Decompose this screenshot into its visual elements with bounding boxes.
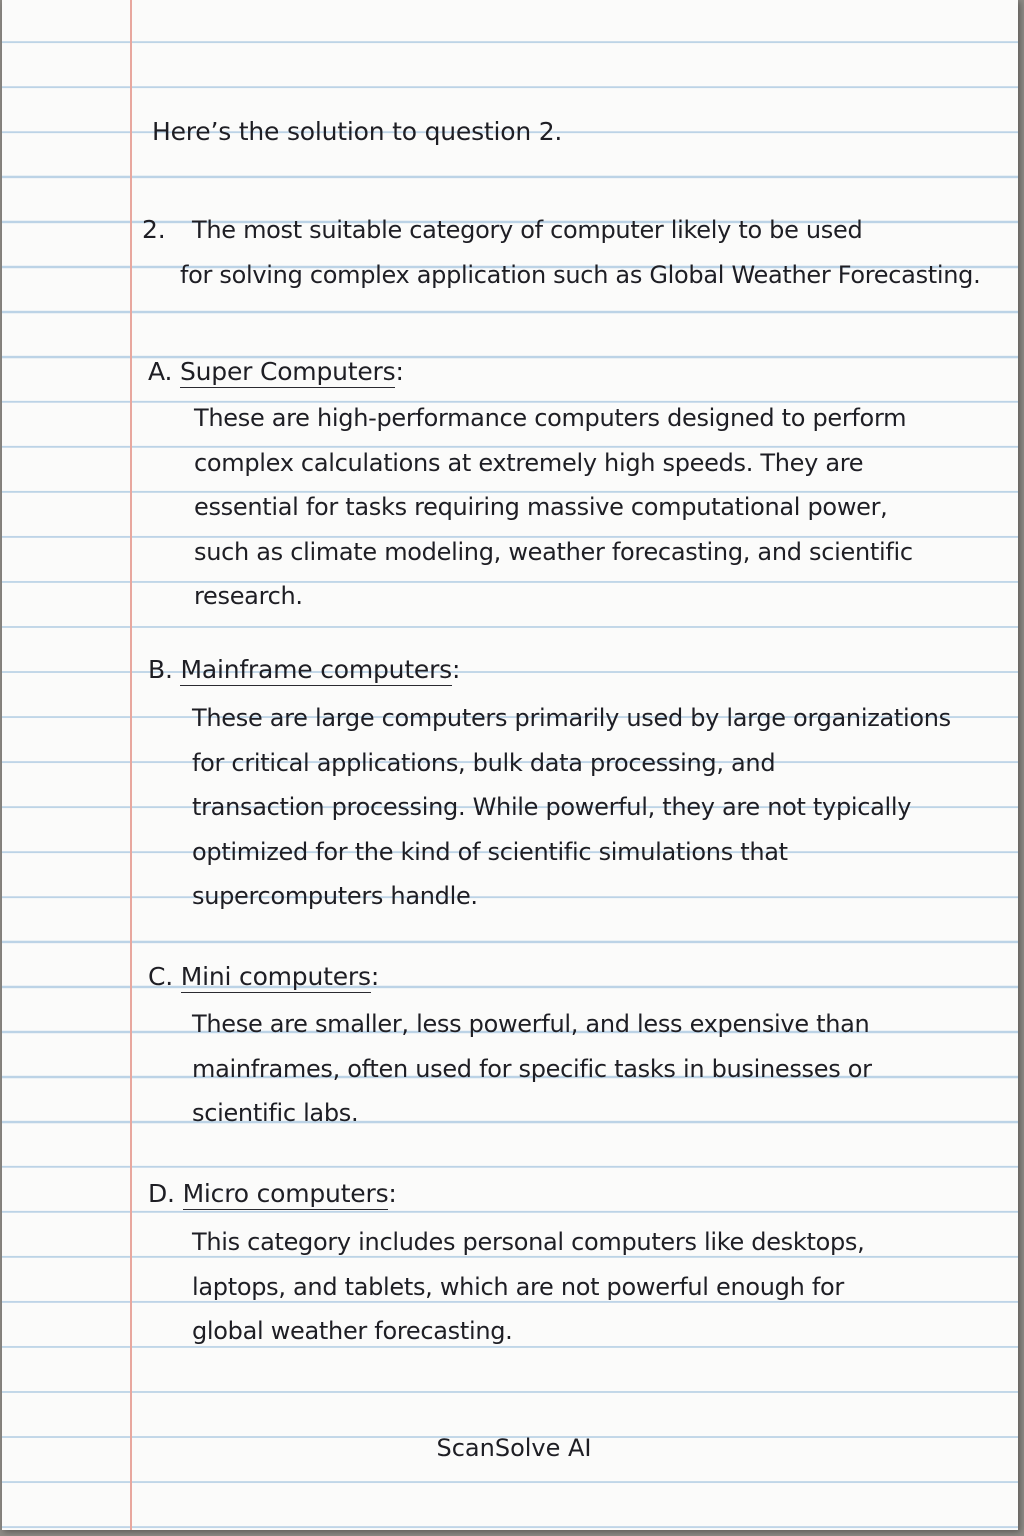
option-colon: :	[395, 357, 404, 386]
description-line: laptops, and tablets, which are not powerful enough for	[192, 1272, 844, 1301]
question-number: 2.	[142, 215, 166, 244]
option-d-description	[192, 1220, 864, 1354]
option-title: Mini computers	[180, 962, 371, 991]
option-colon: :	[370, 962, 380, 991]
option-b-description	[192, 696, 951, 919]
question-line: The most suitable category of computer likely to be used	[192, 216, 863, 244]
option-c-description	[192, 1002, 872, 1136]
option-a-description	[194, 396, 913, 619]
description-line: for critical applications, bulk data processing, and	[192, 748, 776, 777]
intro-text: Here’s the solution to question 2.	[152, 117, 563, 146]
option-letter: D.	[148, 1179, 175, 1208]
description-line: transaction processing. While powerful, they are not typically	[192, 793, 912, 821]
description-line: These are large computers primarily used by large organizations	[192, 704, 951, 732]
description-line: mainframes, often used for specific tasks in businesses or	[192, 1054, 872, 1083]
option-letter: B.	[148, 655, 173, 684]
description-line: research.	[194, 582, 303, 610]
margin-rule	[130, 0, 132, 1530]
option-title: Super Computers	[179, 357, 396, 386]
description-line: This category includes personal computers like desktops,	[192, 1228, 865, 1256]
option-letter: A.	[148, 357, 173, 386]
option-title: Mainframe computers	[180, 655, 453, 684]
option-a-heading	[148, 350, 404, 394]
footer-brand: ScanSolve AI	[436, 1434, 592, 1462]
description-line: essential for tasks requiring massive computational power,	[194, 493, 888, 521]
description-line: complex calculations at extremely high speeds. They are	[194, 448, 864, 477]
option-title: Micro computers	[182, 1179, 389, 1208]
description-line: These are high-performance computers designed to perform	[194, 404, 907, 432]
description-line: optimized for the kind of scientific simulations that	[192, 837, 788, 866]
notebook-page	[2, 0, 1018, 1530]
description-line: These are smaller, less powerful, and less expensive than	[192, 1010, 870, 1038]
option-d-heading	[148, 1172, 397, 1216]
option-letter: C.	[148, 962, 174, 991]
option-colon: :	[452, 655, 461, 684]
option-colon: :	[388, 1179, 397, 1208]
description-line: supercomputers handle.	[192, 882, 478, 910]
option-c-heading	[148, 955, 379, 999]
question-line: for solving complex application such as Global Weather Forecasting.	[180, 260, 981, 289]
description-line: scientific labs.	[192, 1099, 359, 1127]
option-b-heading	[148, 648, 460, 692]
question-text	[180, 208, 981, 297]
description-line: such as climate modeling, weather forecasting, and scientific	[194, 537, 913, 566]
description-line: global weather forecasting.	[192, 1317, 513, 1345]
